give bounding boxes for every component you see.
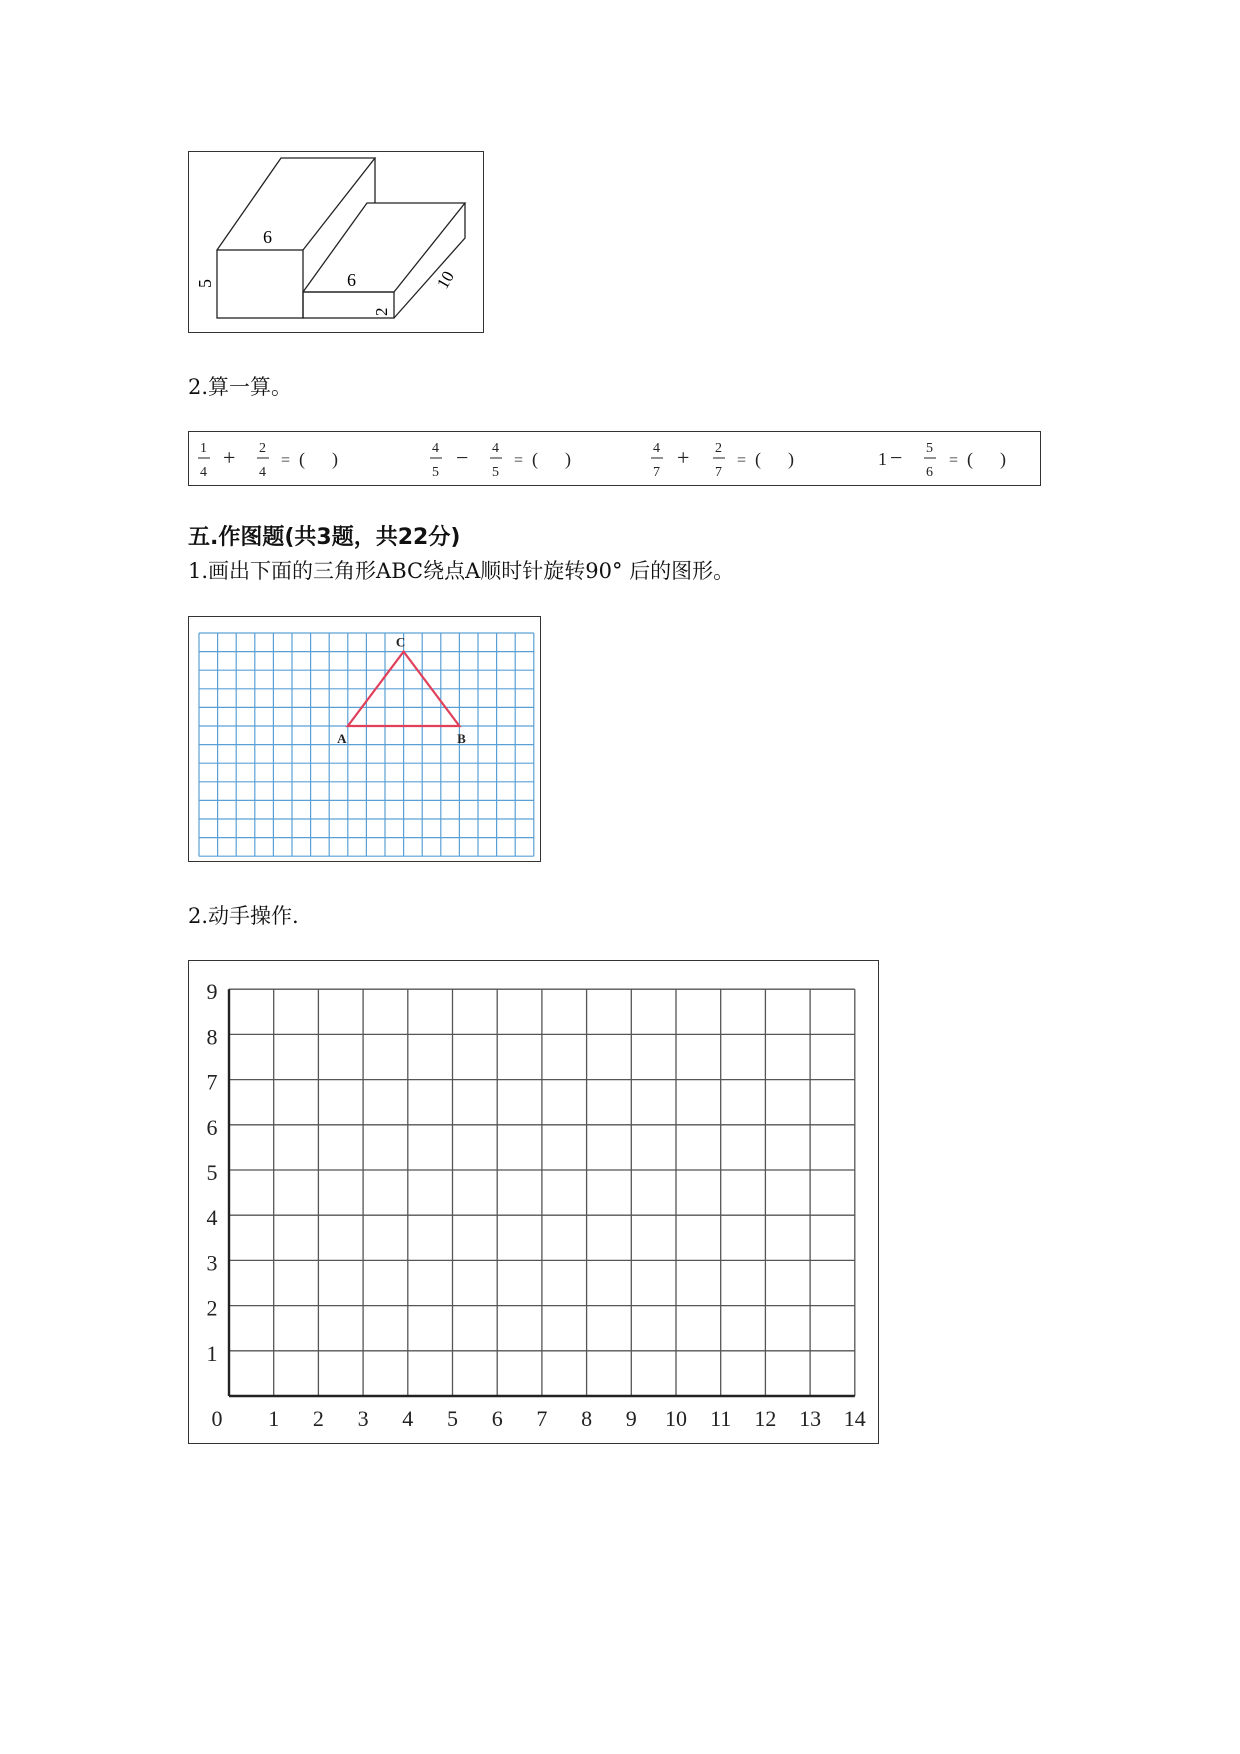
question-5-2-text: 2.动手操作. <box>188 904 299 928</box>
x-tick-label: 13 <box>799 1406 822 1431</box>
y-tick-label: 4 <box>206 1205 218 1231</box>
label-step-height: 2 <box>372 307 391 316</box>
svg-text:=: = <box>737 452 747 469</box>
y-tick-label: 6 <box>206 1114 218 1140</box>
svg-text:4: 4 <box>200 465 207 480</box>
answer-blank[interactable]: ( ) <box>967 449 1006 469</box>
svg-text:−: − <box>890 445 903 470</box>
label-left-height: 5 <box>195 279 215 288</box>
y-tick-label: 3 <box>206 1250 218 1276</box>
x-tick-label: 2 <box>312 1406 324 1431</box>
svg-text:6: 6 <box>926 465 933 480</box>
question-5-1-text: 1.画出下面的三角形ABC绕点A顺时针旋转90° 后的图形。 <box>188 559 735 583</box>
fraction-item-4 <box>878 441 1006 480</box>
svg-text:+: + <box>223 445 236 470</box>
x-tick-label: 9 <box>625 1406 637 1431</box>
y-tick-label: 9 <box>206 979 218 1005</box>
x-tick-label: 8 <box>581 1406 593 1431</box>
fraction-item-3 <box>651 441 794 480</box>
triangle-grid <box>189 617 540 861</box>
svg-text:4: 4 <box>259 465 266 480</box>
x-tick-label: 14 <box>843 1406 866 1431</box>
fraction-exercises <box>189 432 1040 485</box>
y-tick-label: 8 <box>206 1024 218 1050</box>
label-depth: 10 <box>433 267 458 292</box>
solid-figure <box>189 152 483 332</box>
label-top-width: 6 <box>263 227 272 247</box>
answer-blank[interactable]: ( ) <box>299 449 338 469</box>
label-step-width: 6 <box>347 270 356 290</box>
svg-text:=: = <box>514 452 524 469</box>
svg-text:5: 5 <box>492 465 499 480</box>
x-tick-label: 7 <box>536 1406 548 1431</box>
x-tick-label: 3 <box>357 1406 369 1431</box>
answer-blank[interactable]: ( ) <box>532 449 571 469</box>
x-tick-label: 11 <box>710 1406 732 1431</box>
svg-text:7: 7 <box>715 465 722 480</box>
svg-text:4: 4 <box>432 441 439 456</box>
x-tick-label: 0 <box>211 1406 223 1431</box>
x-tick-label: 6 <box>491 1406 503 1431</box>
svg-text:5: 5 <box>432 465 439 480</box>
fraction-item-1 <box>198 441 338 480</box>
svg-text:4: 4 <box>653 441 660 456</box>
x-tick-label: 10 <box>665 1406 687 1431</box>
grid-lines <box>199 633 534 856</box>
svg-text:=: = <box>281 452 291 469</box>
coordinate-grid-lines <box>229 989 855 1396</box>
y-tick-label: 7 <box>206 1069 218 1095</box>
coordinate-grid <box>189 961 878 1443</box>
point-label-a: A <box>337 731 347 746</box>
svg-text:−: − <box>456 445 469 470</box>
x-tick-label: 4 <box>402 1406 414 1431</box>
solid-figure-frame <box>188 151 484 333</box>
answer-blank[interactable]: ( ) <box>755 449 794 469</box>
section-5-title: 五.作图题(共3题，共22分) <box>188 525 461 550</box>
svg-text:1: 1 <box>878 449 887 469</box>
svg-text:5: 5 <box>926 441 933 456</box>
x-tick-label: 1 <box>268 1406 280 1431</box>
svg-text:+: + <box>677 445 690 470</box>
y-tick-label: 1 <box>206 1340 218 1366</box>
x-tick-label: 12 <box>754 1406 777 1431</box>
svg-text:1: 1 <box>200 441 207 456</box>
svg-text:2: 2 <box>259 441 266 456</box>
y-tick-label: 5 <box>206 1160 218 1185</box>
svg-text:2: 2 <box>715 441 722 456</box>
fraction-item-2 <box>430 441 571 480</box>
y-tick-label: 2 <box>206 1295 218 1321</box>
svg-text:7: 7 <box>653 465 660 480</box>
fraction-exercise-frame <box>188 431 1041 486</box>
coordinate-grid-frame <box>188 960 879 1444</box>
x-tick-label: 5 <box>447 1406 458 1431</box>
svg-text:4: 4 <box>492 441 499 456</box>
question-2-title: 2.算一算。 <box>188 375 293 399</box>
point-label-b: B <box>457 731 466 746</box>
svg-text:=: = <box>949 452 959 469</box>
point-label-c: C <box>395 634 406 650</box>
triangle-grid-frame <box>188 616 541 862</box>
